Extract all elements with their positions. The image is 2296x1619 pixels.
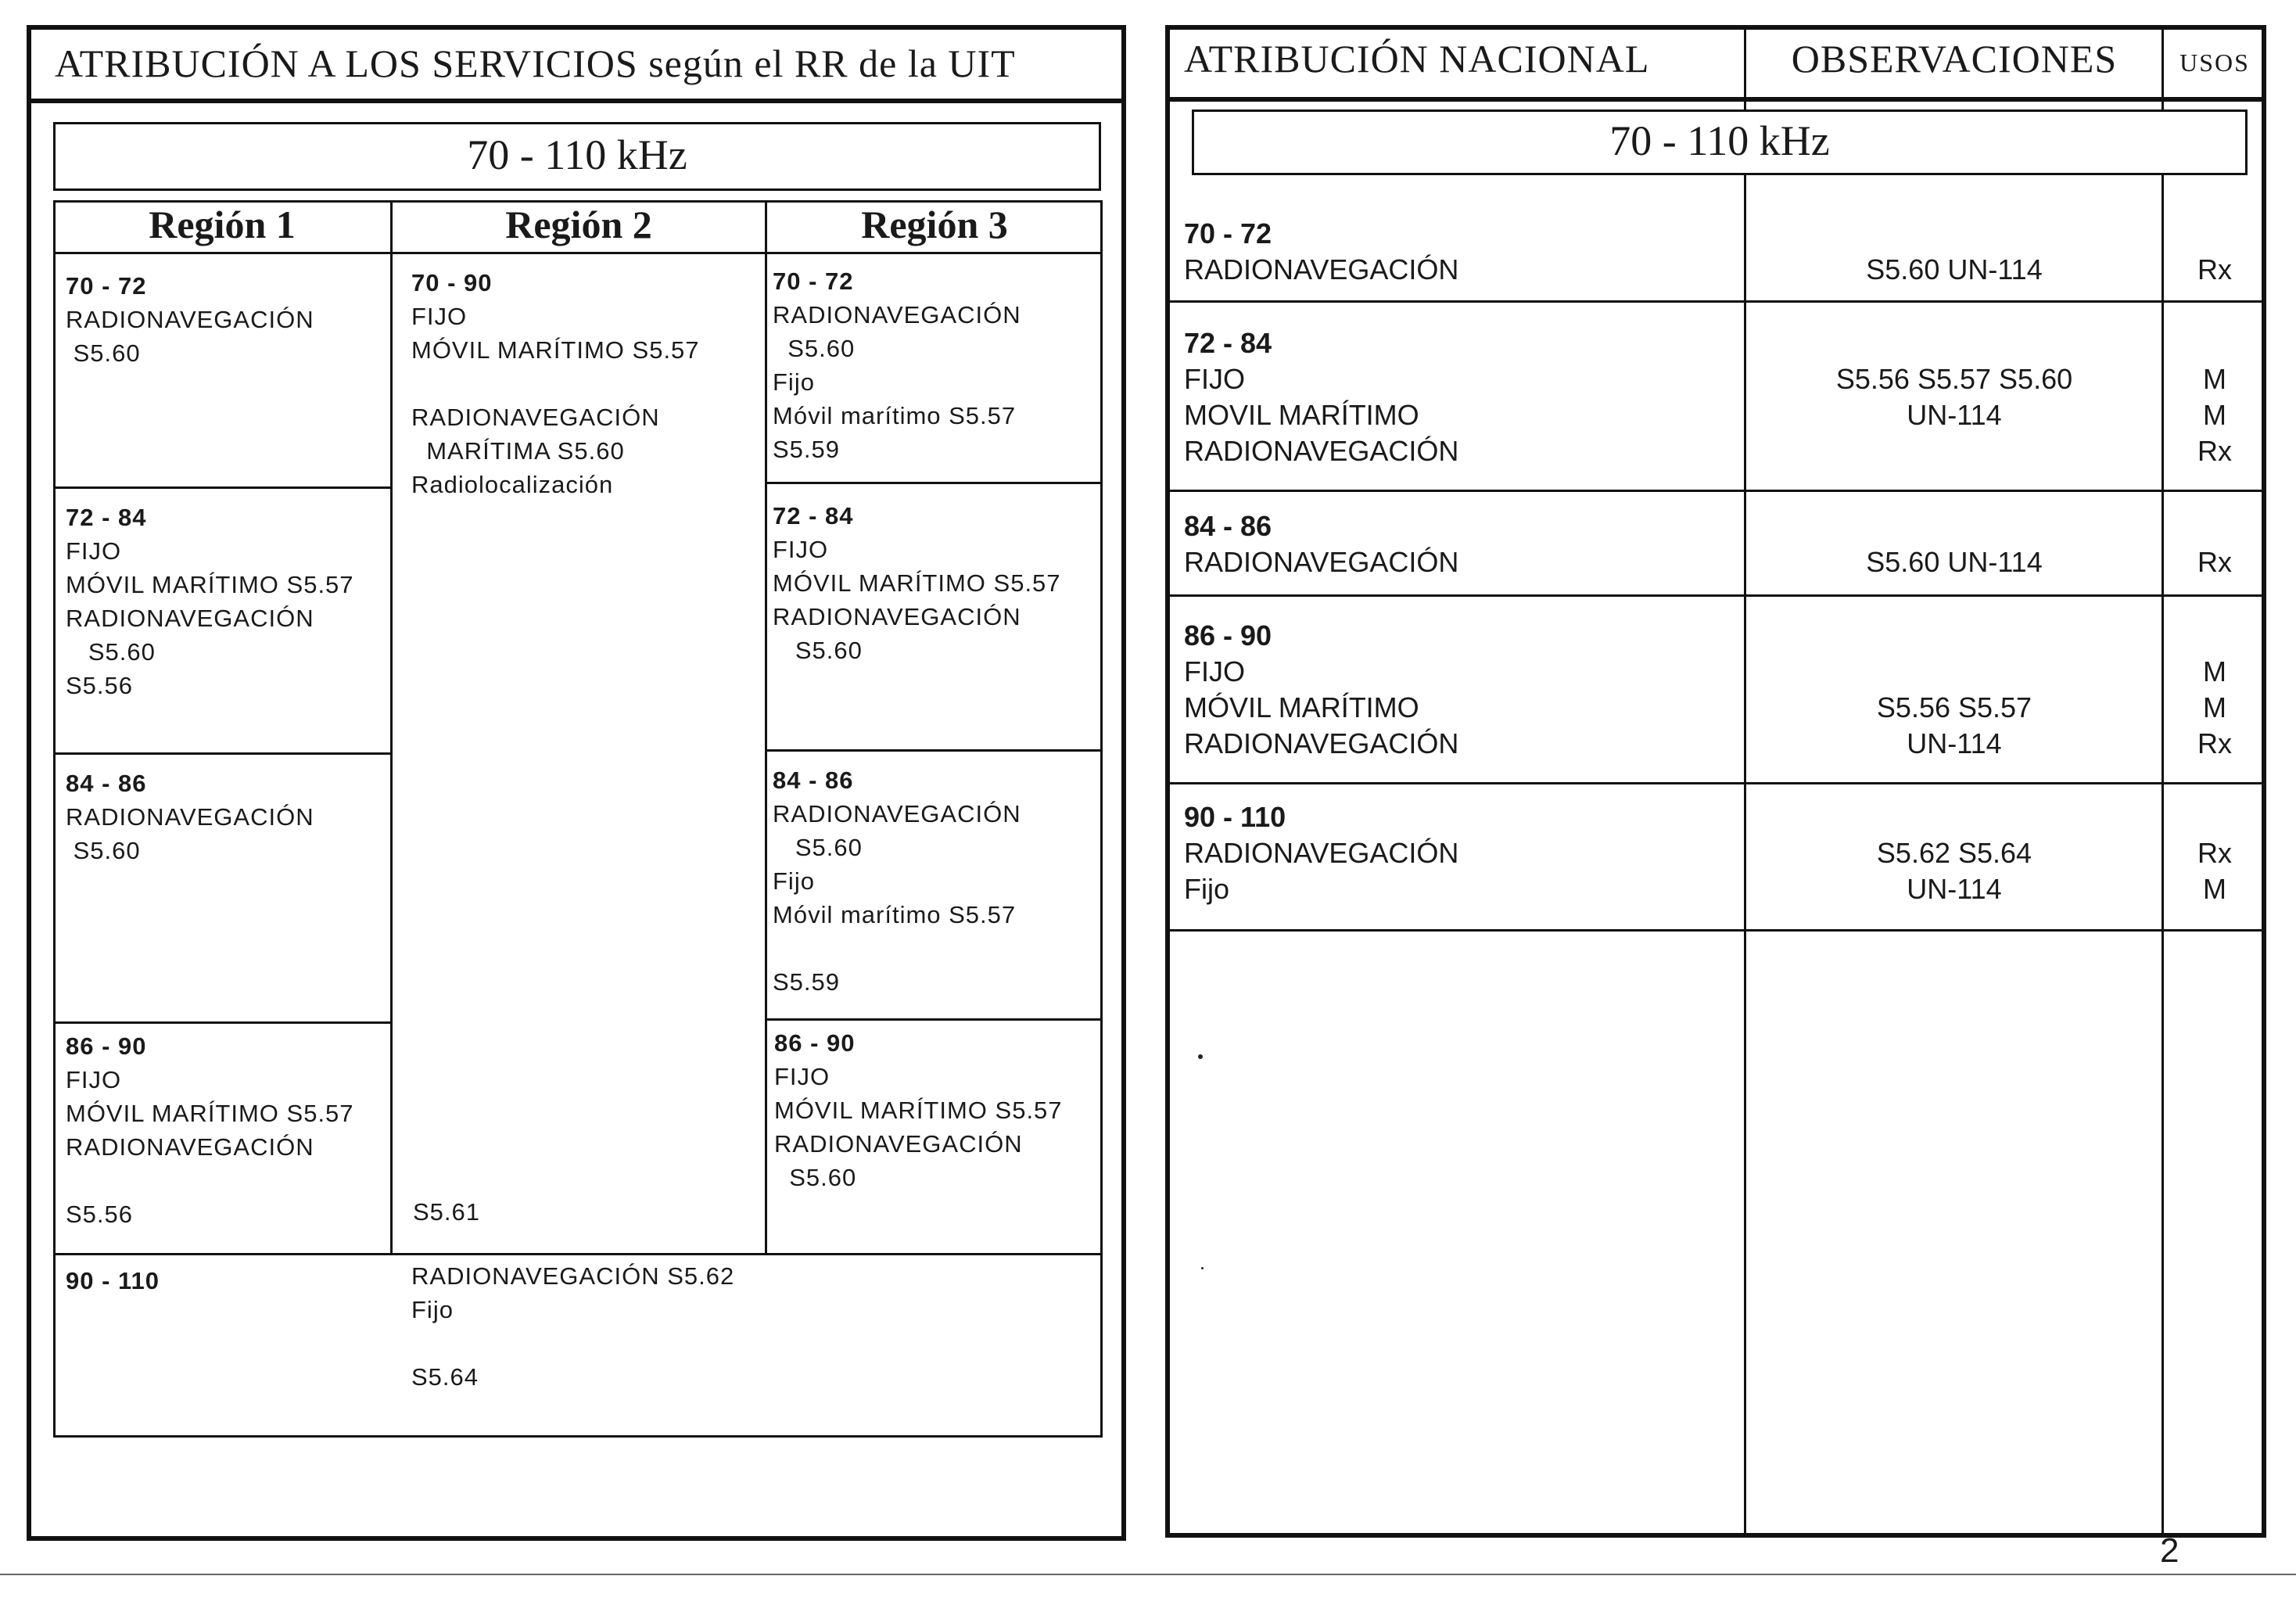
divider xyxy=(27,99,1126,103)
divider xyxy=(1168,929,2266,932)
usos-row-84-86: Rx xyxy=(2197,546,2232,578)
page-number: 2 xyxy=(2160,1531,2179,1570)
r2-footnote: S5.61 xyxy=(413,1198,481,1226)
divider xyxy=(53,752,391,755)
obs-row-86-90: S5.56 S5.57 UN-114 xyxy=(1876,691,2032,759)
divider xyxy=(765,482,1103,484)
scan-speck xyxy=(1201,1267,1204,1269)
nat-row-72-84: 72 - 84 FIJO MOVIL MARÍTIMO RADIONAVEGACIÓN xyxy=(1184,327,1459,467)
itu-band-box xyxy=(53,122,1101,191)
divider xyxy=(53,1253,1103,1255)
divider xyxy=(53,1021,391,1024)
national-band-box xyxy=(1192,109,2248,175)
divider xyxy=(1165,97,2266,102)
r1-cell-86-90: 86 - 90 FIJO MÓVIL MARÍTIMO S5.57 RADIONAVEGACIÓN S5.56 xyxy=(66,1032,354,1228)
obs-row-70-72: S5.60 UN-114 xyxy=(1866,253,2043,285)
usos-row-90-110: Rx M xyxy=(2197,837,2232,905)
observaciones-header: OBSERVACIONES xyxy=(1791,37,2118,81)
nat-row-86-90: 86 - 90 FIJO MÓVIL MARÍTIMO RADIONAVEGACIÓN xyxy=(1184,619,1459,759)
r3-cell-84-86: 84 - 86 RADIONAVEGACIÓN S5.60 Fijo Móvil marítimo S5.57 S5.59 xyxy=(773,766,1021,996)
itu-band-label: 70 - 110 kHz xyxy=(467,131,687,178)
divider xyxy=(1168,490,2266,492)
divider xyxy=(53,486,391,489)
usos-row-70-72: Rx xyxy=(2197,253,2232,285)
divider xyxy=(765,1018,1103,1021)
nat-row-70-72: 70 - 72 RADIONAVEGACIÓN xyxy=(1184,217,1459,285)
divider xyxy=(2161,25,2164,1538)
usos-row-86-90: M M Rx xyxy=(2197,655,2232,759)
national-header: ATRIBUCIÓN NACIONAL xyxy=(1184,37,1650,81)
divider xyxy=(1168,594,2266,597)
divider xyxy=(765,200,767,1255)
scan-speck xyxy=(1198,1054,1203,1059)
divider xyxy=(1744,25,1746,1538)
usos-header: USOS xyxy=(2179,48,2250,77)
region-2-header: Región 2 xyxy=(505,203,652,246)
itu-panel-title: ATRIBUCIÓN A LOS SERVICIOS según el RR de la UIT xyxy=(55,41,1016,85)
r3-cell-70-72: 70 - 72 RADIONAVEGACIÓN S5.60 Fijo Móvil marítimo S5.57 S5.59 xyxy=(773,267,1021,463)
divider xyxy=(765,749,1103,752)
page-bottom-rule xyxy=(0,1574,2296,1575)
region-1-header: Región 1 xyxy=(149,203,296,246)
national-band-label: 70 - 110 kHz xyxy=(1609,117,1830,164)
nat-row-84-86: 84 - 86 RADIONAVEGACIÓN xyxy=(1184,510,1459,578)
obs-row-90-110: S5.62 S5.64 UN-114 xyxy=(1876,837,2032,905)
r1-cell-70-72: 70 - 72 RADIONAVEGACIÓN S5.60 xyxy=(66,272,314,367)
itu-cell-90-110-range: 90 - 110 xyxy=(66,1267,160,1294)
nat-row-90-110: 90 - 110 RADIONAVEGACIÓN Fijo xyxy=(1184,801,1459,905)
divider xyxy=(390,200,393,1255)
obs-row-72-84: S5.56 S5.57 S5.60 UN-114 xyxy=(1835,363,2073,431)
itu-cell-90-110-services: RADIONAVEGACIÓN S5.62 Fijo S5.64 xyxy=(411,1262,735,1391)
region-3-header: Región 3 xyxy=(861,203,1008,246)
divider xyxy=(1168,782,2266,784)
usos-row-72-84: M M Rx xyxy=(2197,363,2232,467)
r3-cell-72-84: 72 - 84 FIJO MÓVIL MARÍTIMO S5.57 RADIONAVEGACIÓN S5.60 xyxy=(773,502,1061,664)
r1-cell-72-84: 72 - 84 FIJO MÓVIL MARÍTIMO S5.57 RADIONAVEGACIÓN S5.60 S5.56 xyxy=(66,504,354,699)
divider xyxy=(1168,300,2266,303)
r1-cell-84-86: 84 - 86 RADIONAVEGACIÓN S5.60 xyxy=(66,770,314,864)
divider xyxy=(53,252,1103,254)
r2-cell-70-90: 70 - 90 FIJO MÓVIL MARÍTIMO S5.57 RADIONAVEGACIÓN MARÍTIMA S5.60 Radiolocalización xyxy=(411,269,700,498)
obs-row-84-86: S5.60 UN-114 xyxy=(1866,546,2043,578)
r3-cell-86-90: 86 - 90 FIJO MÓVIL MARÍTIMO S5.57 RADIONAVEGACIÓN S5.60 xyxy=(774,1029,1063,1191)
